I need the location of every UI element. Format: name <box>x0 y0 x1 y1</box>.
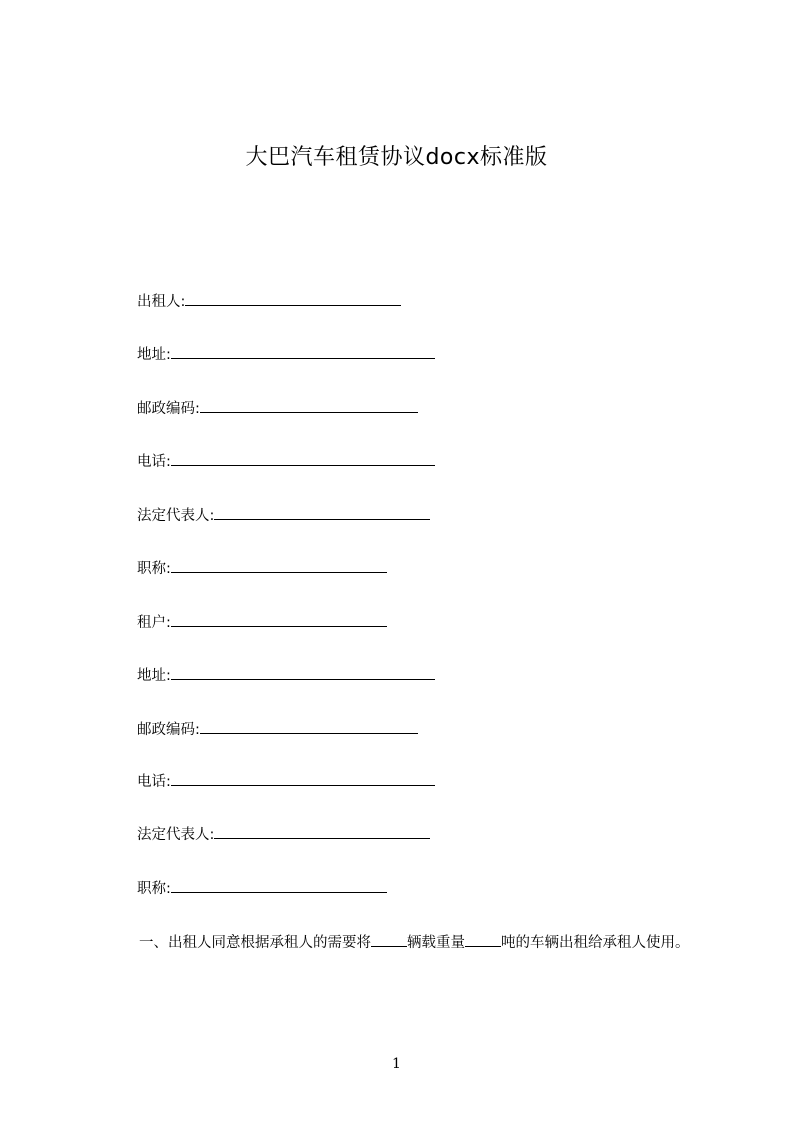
fill-in-blank <box>171 557 387 573</box>
clause-text: 辆载重量 <box>407 935 465 951</box>
lessor-title-field <box>137 557 387 577</box>
lessor-postcode-field <box>137 397 418 417</box>
lessor-legal-rep-field <box>137 504 430 524</box>
fill-in-blank <box>171 343 435 359</box>
field-label: 职称: <box>137 881 171 897</box>
field-label: 电话: <box>137 774 171 790</box>
field-label: 电话: <box>137 454 171 470</box>
fill-in-blank <box>371 931 407 947</box>
fill-in-blank <box>171 664 435 680</box>
lessee-title-field <box>137 877 387 897</box>
lessee-phone-field <box>137 770 435 790</box>
lessee-postcode-field <box>137 718 418 738</box>
fill-in-blank <box>214 504 430 520</box>
lessor-name-field <box>137 290 401 310</box>
lessor-address-field <box>137 343 435 363</box>
fill-in-blank <box>171 770 435 786</box>
field-label: 租户: <box>137 615 171 631</box>
fill-in-blank <box>200 718 418 734</box>
fill-in-blank <box>171 450 435 466</box>
clause-paragraph <box>105 930 705 957</box>
document-title: 大巴汽车租赁协议docx标准版 <box>245 145 548 170</box>
fill-in-blank <box>214 823 430 839</box>
field-label: 邮政编码: <box>137 722 200 738</box>
field-label: 出租人: <box>137 294 186 310</box>
fill-in-blank <box>171 611 387 627</box>
field-label: 地址: <box>137 347 171 363</box>
lessee-name-field <box>137 611 387 631</box>
clause-text: 一、出租人同意根据承租人的需要将 <box>139 935 371 951</box>
page-number: 1 <box>392 1056 401 1072</box>
field-label: 邮政编码: <box>137 401 200 417</box>
fill-in-blank <box>185 290 401 306</box>
clause-text: 吨的车辆出租给承租人使用。 <box>501 935 690 951</box>
field-label: 职称: <box>137 561 171 577</box>
fill-in-blank <box>200 397 418 413</box>
field-label: 法定代表人: <box>137 827 215 843</box>
field-label: 法定代表人: <box>137 508 215 524</box>
fill-in-blank <box>465 931 501 947</box>
lessee-legal-rep-field <box>137 823 430 843</box>
fill-in-blank <box>171 877 387 893</box>
lessor-phone-field <box>137 450 435 470</box>
field-label: 地址: <box>137 668 171 684</box>
lessee-address-field <box>137 664 435 684</box>
